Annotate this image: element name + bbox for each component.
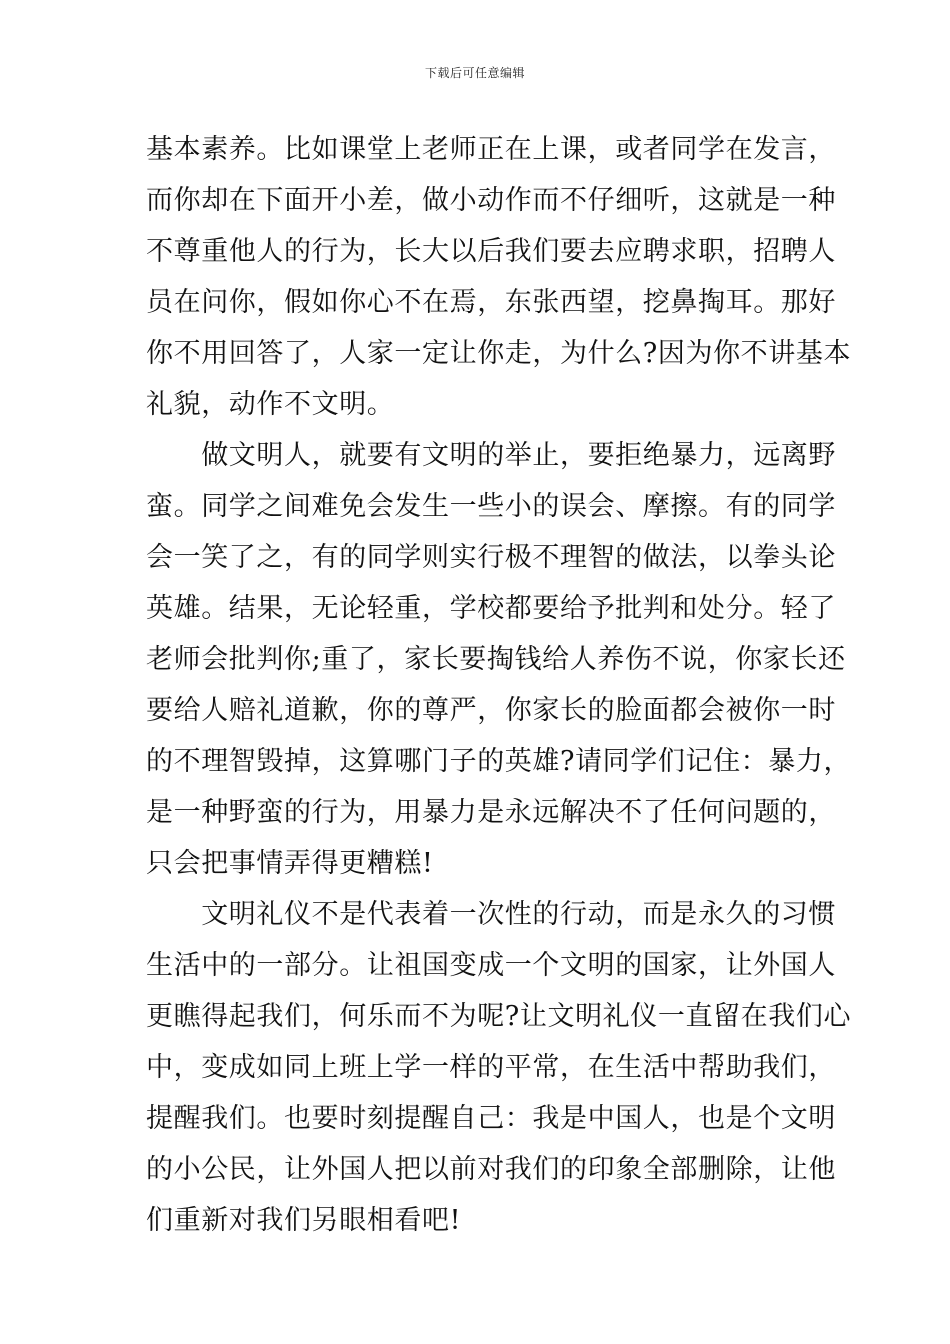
text-line: 老师会批判你;重了，家长要掏钱给人养伤不说，你家长还: [146, 644, 846, 675]
text-line: 生活中的一部分。让祖国变成一个文明的国家，让外国人: [146, 950, 836, 981]
text-line: 提醒我们。也要时刻提醒自己：我是中国人，也是个文明: [146, 1103, 836, 1134]
page-header: 下载后可任意编辑: [424, 66, 525, 80]
text-line: 的不理智毁掉，这算哪门子的英雄?请同学们记住：暴力，: [146, 746, 852, 777]
text-line: 员在问你，假如你心不在焉，东张西望，挖鼻掏耳。那好: [146, 287, 836, 318]
text-line: 的小公民，让外国人把以前对我们的印象全部删除，让他: [146, 1154, 836, 1185]
text-line: 中，变成如同上班上学一样的平常，在生活中帮助我们，: [146, 1052, 836, 1083]
paragraph: [146, 430, 852, 889]
text-line: 只会把事情弄得更糟糕!: [146, 848, 434, 879]
text-line: 你不用回答了，人家一定让你走，为什么?因为你不讲基本: [146, 338, 852, 369]
text-line: 会一笑了之，有的同学则实行极不理智的做法，以拳头论: [146, 542, 836, 573]
text-line: 而你却在下面开小差，做小动作而不仔细听，这就是一种: [146, 185, 836, 216]
text-line: 更瞧得起我们，何乐而不为呢?让文明礼仪一直留在我们心: [146, 1001, 852, 1032]
text-line: 蛮。同学之间难免会发生一些小的误会、摩擦。有的同学: [146, 491, 836, 522]
text-line: 基本素养。比如课堂上老师正在上课，或者同学在发言，: [146, 134, 836, 165]
paragraph: [146, 889, 852, 1246]
text-line: 礼貌，动作不文明。: [146, 389, 395, 420]
text-line: 要给人赔礼道歉，你的尊严，你家长的脸面都会被你一时: [146, 695, 836, 726]
text-line: 文明礼仪不是代表着一次性的行动，而是永久的习惯: [146, 899, 836, 930]
document-body: [146, 124, 852, 1246]
text-line: 做文明人，就要有文明的举止，要拒绝暴力，远离野: [146, 440, 836, 471]
text-line: 是一种野蛮的行为，用暴力是永远解决不了任何问题的，: [146, 797, 836, 828]
text-line: 不尊重他人的行为，长大以后我们要去应聘求职，招聘人: [146, 236, 836, 267]
paragraph: [146, 124, 852, 430]
text-line: 英雄。结果，无论轻重，学校都要给予批判和处分。轻了: [146, 593, 836, 624]
text-line: 们重新对我们另眼相看吧!: [146, 1205, 462, 1236]
